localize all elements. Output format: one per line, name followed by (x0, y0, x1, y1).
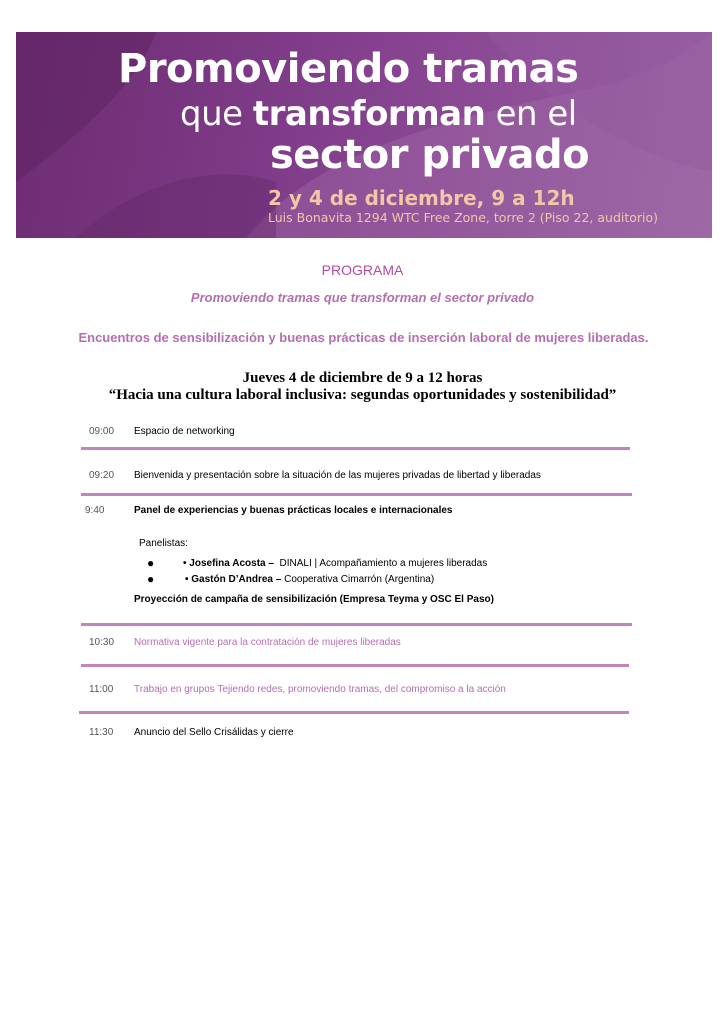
schedule-time: 9:40 (85, 505, 105, 516)
banner-title-line1: Promoviendo tramas (118, 46, 579, 92)
banner-address: Luis Bonavita 1294 WTC Free Zone, torre 2 (Piso 22, auditorio) (268, 210, 659, 225)
bullet-icon: ● (147, 556, 155, 570)
schedule-item: Bienvenida y presentación sobre la situación de las mujeres privadas de libertad y liberadas (134, 470, 541, 481)
schedule-time: 10:30 (89, 637, 115, 648)
divider (81, 664, 629, 667)
banner-title-line3: sector privado (270, 132, 590, 178)
schedule-item: Anuncio del Sello Crisálidas y cierre (134, 727, 294, 738)
divider (81, 493, 632, 496)
panelistas-label: Panelistas: (139, 538, 188, 549)
banner-date: 2 y 4 de diciembre, 9 a 12h (268, 186, 575, 210)
panelist-entry: • Gastón D’Andrea – Cooperativa Cimarrón (Argentina) (185, 574, 435, 585)
event-date-heading: Jueves 4 de diciembre de 9 a 12 horas (242, 370, 483, 386)
schedule-time: 11:30 (89, 727, 114, 738)
schedule-time: 11:00 (89, 684, 114, 695)
banner-title-line2: que transforman en el (180, 94, 577, 134)
header-banner (16, 32, 712, 238)
schedule-item: Panel de experiencias y buenas prácticas locales e internacionales (134, 505, 453, 516)
divider (81, 447, 630, 450)
divider (79, 711, 629, 714)
program-subtitle: Promoviendo tramas que transforman el sector privado (190, 290, 535, 305)
encuentros-description: Encuentros de sensibilización y buenas prácticas de inserción laboral de mujeres liberadas. (78, 330, 649, 345)
schedule-item: Normativa vigente para la contratación de mujeres liberadas (134, 637, 401, 648)
panelist-entry: • Josefina Acosta – DINALI | Acompañamiento a mujeres liberadas (183, 558, 488, 569)
programa-heading: PROGRAMA (321, 262, 404, 278)
event-motto: “Hacia una cultura laboral inclusiva: segundas oportunidades y sostenibilidad” (108, 387, 617, 403)
campaign-projection: Proyección de campaña de sensibilización (Empresa Teyma y OSC El Paso) (134, 594, 494, 605)
schedule-item: Espacio de networking (134, 426, 235, 437)
bullet-icon: ● (147, 572, 155, 586)
divider (81, 623, 632, 626)
schedule-time: 09:00 (89, 426, 115, 437)
schedule-item: Trabajo en grupos Tejiendo redes, promoviendo tramas, del compromiso a la acción (134, 684, 506, 695)
schedule-time: 09:20 (89, 470, 115, 481)
